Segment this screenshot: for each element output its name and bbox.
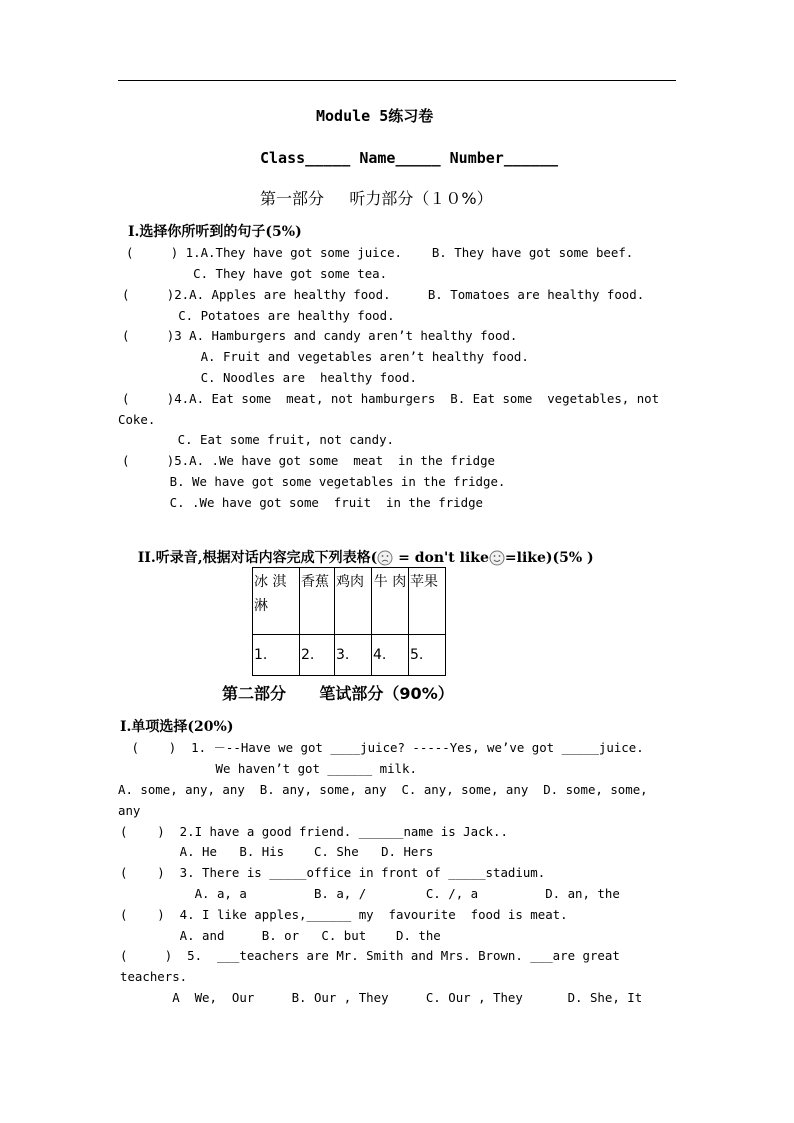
question-line: C. Eat some fruit, not candy. xyxy=(118,432,395,447)
question-line: A. and B. or C. but D. the xyxy=(120,928,441,943)
part2-heading: 第二部分 笔试部分（90%） xyxy=(222,684,454,703)
question-line: ( ) 5. ___teachers are Mr. Smith and Mrs. Brown. ___are great xyxy=(120,948,620,963)
question-line: A We, Our B. Our , They C. Our , They D. She, It xyxy=(120,990,643,1005)
question-line: C. They have got some tea. xyxy=(126,266,388,281)
question-line: any xyxy=(118,803,141,818)
question-line: B. We have got some vegetables in the fridge. xyxy=(110,474,506,489)
table-cell[interactable]: 5. xyxy=(409,635,446,676)
header-rule xyxy=(118,80,676,81)
question-line: C. .We have got some fruit in the fridge xyxy=(110,495,483,510)
section2-heading-post: =like)(5% ) xyxy=(504,550,594,566)
table-cell[interactable]: 2. xyxy=(300,635,335,676)
class-name-number-line: Class_____ Name_____ Number______ xyxy=(260,149,559,167)
table-cell[interactable]: 4. xyxy=(372,635,409,676)
part1-heading: 第一部分 听力部分（１０%） xyxy=(260,189,493,208)
table-cell: 鸡肉 xyxy=(335,568,372,635)
food-preference-table xyxy=(252,567,446,676)
question-line: A. a, a B. a, / C. /, a D. an, the xyxy=(120,886,620,901)
question-line: teachers. xyxy=(120,969,188,984)
table-answer-row xyxy=(253,635,446,676)
table-header-row xyxy=(253,568,446,635)
question-line: A. He B. His C. She D. Hers xyxy=(120,844,434,859)
question-line: ( ) 1.A.They have got some juice. B. They have got some beef. xyxy=(126,245,634,260)
page-title: Module 5练习卷 xyxy=(316,107,434,125)
table-cell: 牛 肉 xyxy=(372,568,409,635)
section3-heading: I.单项选择(20%) xyxy=(120,719,234,735)
question-line: ( ) 1. －--Have we got ____juice? -----Yes, we’ve got _____juice. xyxy=(124,740,644,755)
question-line: C. Potatoes are healthy food. xyxy=(126,308,395,323)
question-line: Coke. xyxy=(118,412,156,427)
question-line: ( )3 A. Hamburgers and candy aren’t healthy food. xyxy=(122,328,518,343)
section2-heading-mid: = don't like xyxy=(393,550,489,566)
question-line: ( ) 3. There is _____office in front of _____stadium. xyxy=(120,865,546,880)
sad-face-icon xyxy=(377,550,393,566)
question-line: C. Noodles are healthy food. xyxy=(126,370,417,385)
question-line: ( )2.A. Apples are healthy food. B. Tomatoes are healthy food. xyxy=(122,287,645,302)
table-cell[interactable]: 3. xyxy=(335,635,372,676)
table-cell: 苹果 xyxy=(409,568,446,635)
section2-heading-pre: II.听录音,根据对话内容完成下列表格( xyxy=(137,550,378,566)
question-line: We haven’t got ______ milk. xyxy=(126,761,417,776)
question-line: A. some, any, any B. any, some, any C. any, some, any D. some, some, xyxy=(118,782,648,797)
question-line: ( )5.A. .We have got some meat in the fridge xyxy=(122,453,495,468)
table-cell: 香蕉 xyxy=(300,568,335,635)
happy-face-icon xyxy=(489,550,505,566)
question-line: A. Fruit and vegetables aren’t healthy food. xyxy=(126,349,529,364)
section2-heading xyxy=(128,534,594,566)
question-line: ( ) 2.I have a good friend. ______name is Jack.. xyxy=(120,824,508,839)
table-cell: 冰 淇淋 xyxy=(253,568,300,635)
question-line: ( )4.A. Eat some meat, not hamburgers B. Eat some vegetables, not xyxy=(122,391,660,406)
question-line: ( ) 4. I like apples,______ my favourite food is meat. xyxy=(120,907,568,922)
section1-heading: I.选择你所听到的句子(5%) xyxy=(128,224,302,240)
table-cell[interactable]: 1. xyxy=(253,635,300,676)
